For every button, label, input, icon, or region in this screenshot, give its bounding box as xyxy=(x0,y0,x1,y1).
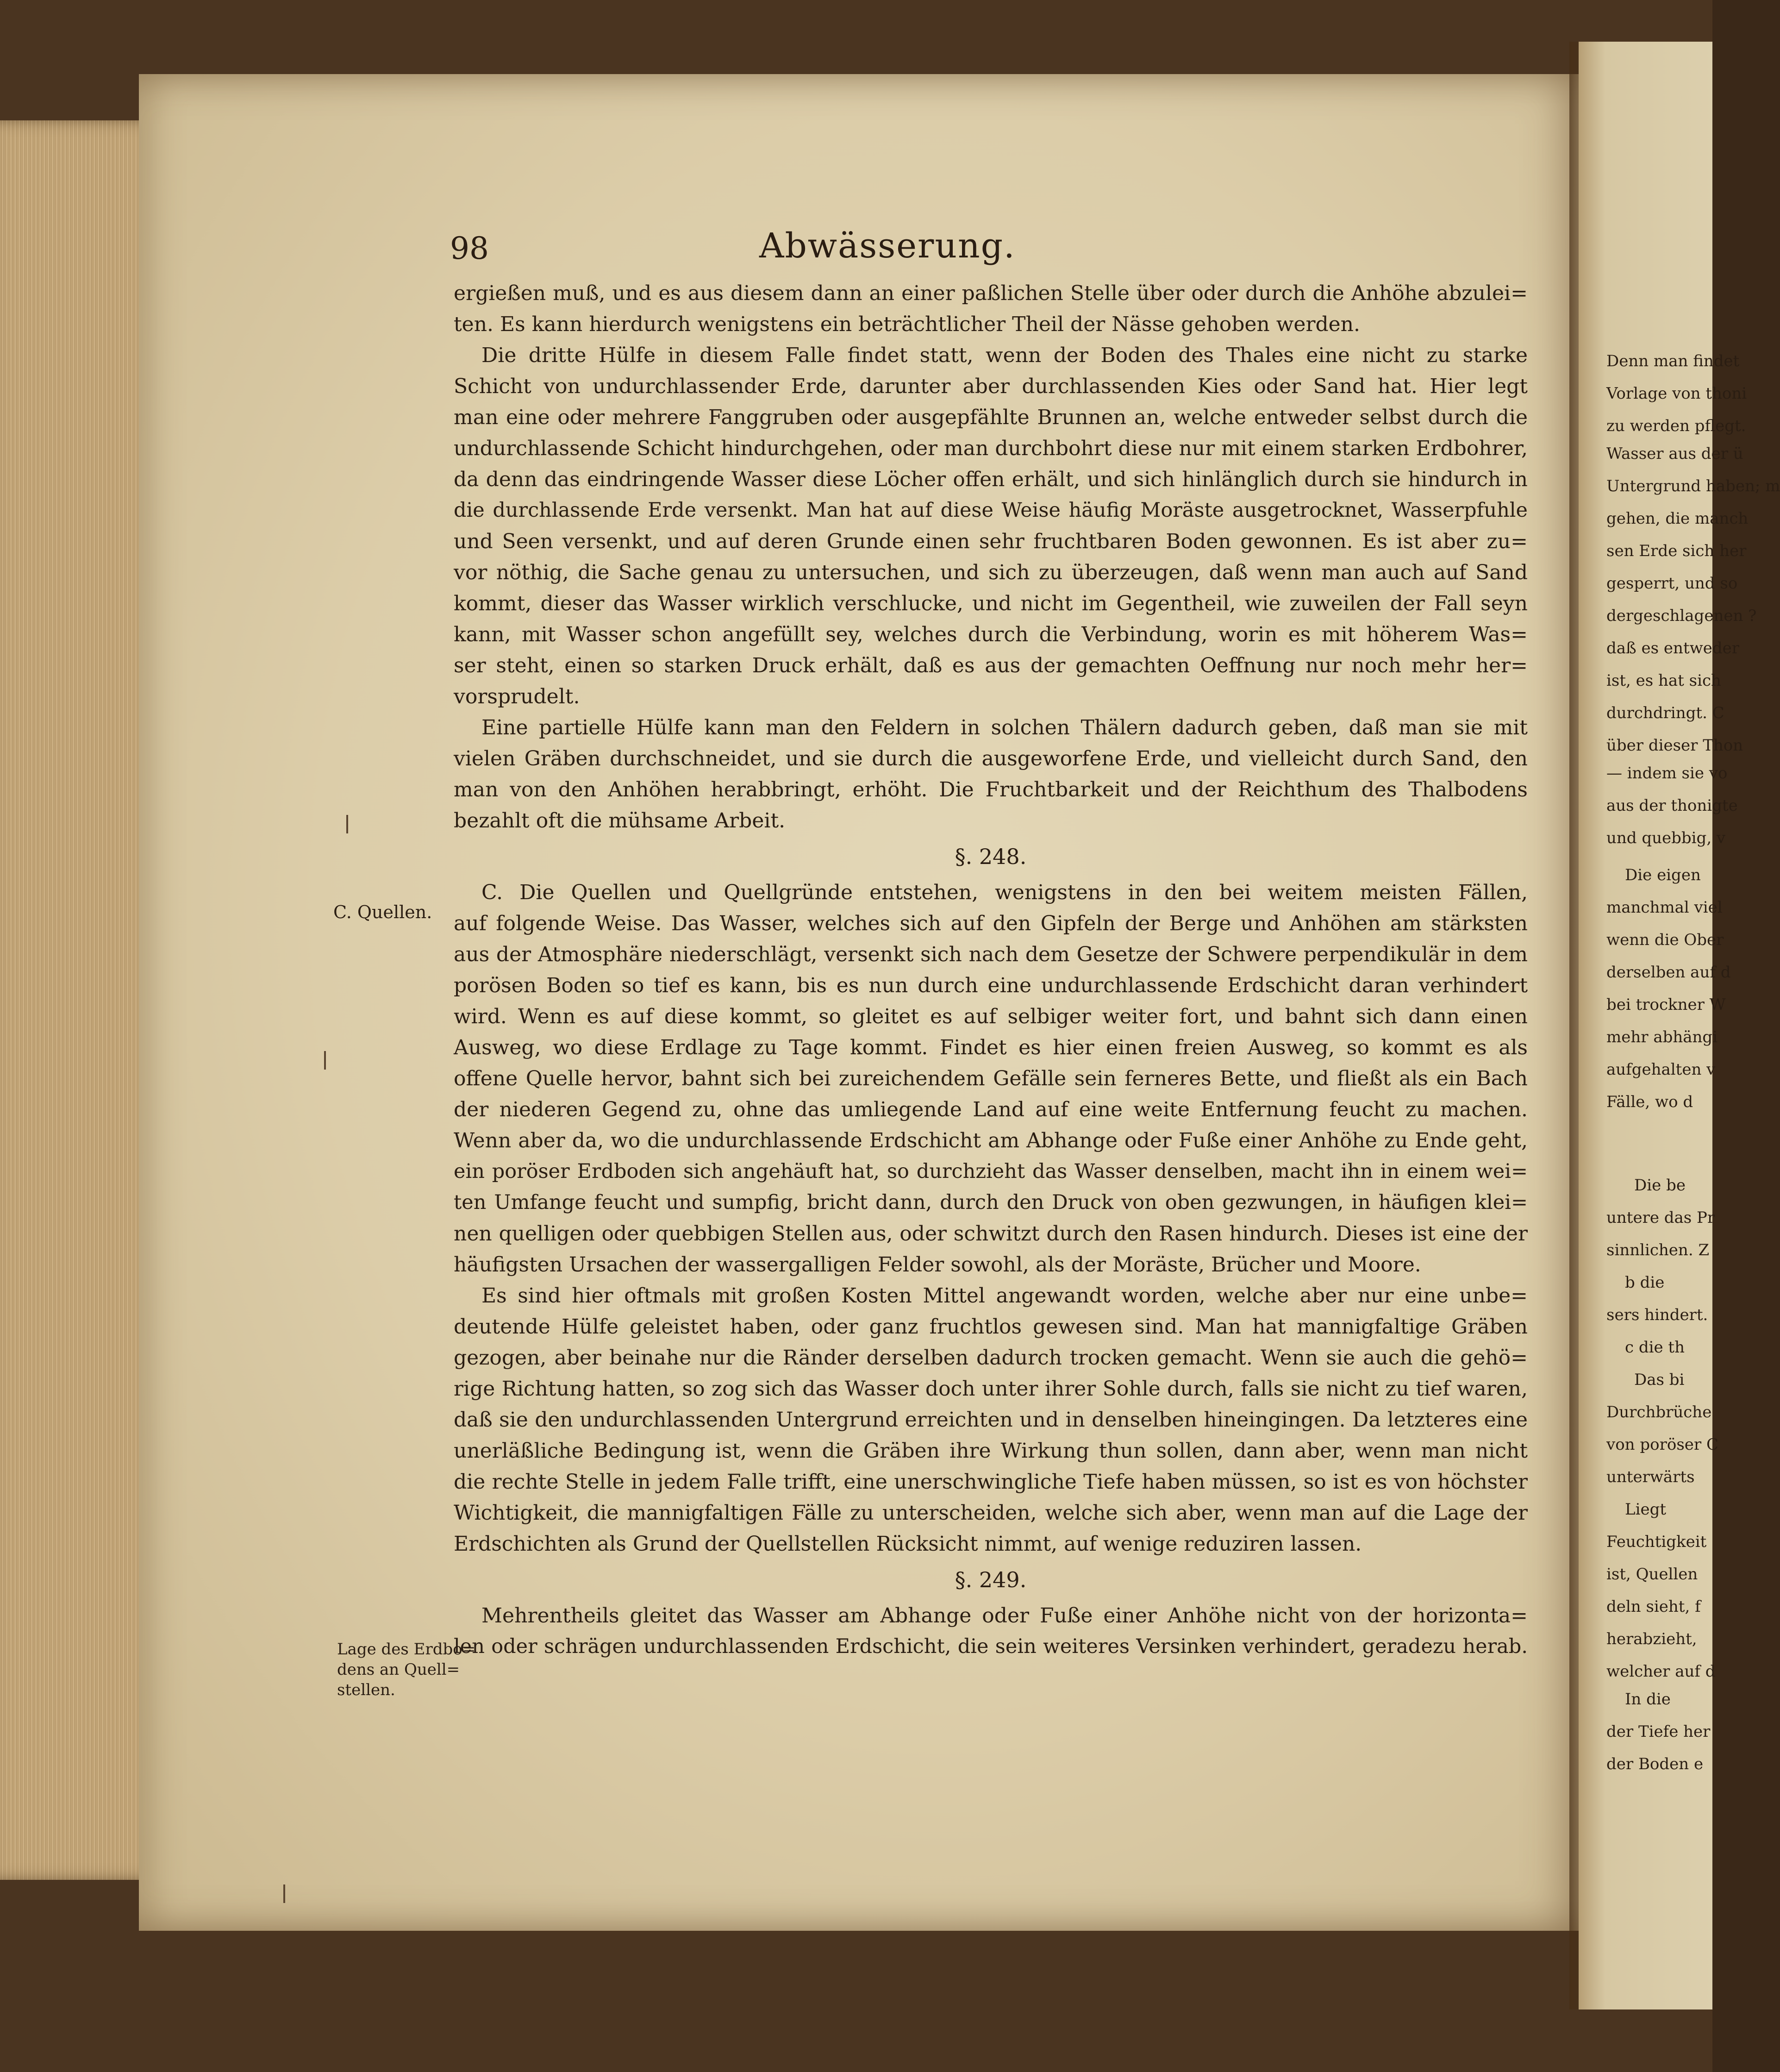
right-page-line: aus der thonigte xyxy=(1606,796,1738,815)
text-line: ser steht, einen so starken Druck erhält, daß es aus der gemachten Oeffnung nur noch mehr her= xyxy=(454,654,1528,677)
margin-note-lage-line: dens an Quell= xyxy=(337,1660,460,1679)
text-line: Erdschichten als Grund der Quellstellen Rücksicht nimmt, auf wenige reduziren lassen. xyxy=(454,1532,1362,1556)
section-heading-249: §. 249. xyxy=(955,1567,1027,1592)
right-page xyxy=(1579,42,1780,2009)
right-page-line: Vorlage von thoni xyxy=(1606,384,1747,403)
right-page-line: über dieser Thon xyxy=(1606,736,1743,755)
text-line: unerläßliche Bedingung ist, wenn die Gräben ihre Wirkung thun sollen, dann aber, wenn man nicht xyxy=(454,1439,1528,1463)
text-line: vielen Gräben durchschneidet, und sie durch die ausgeworfene Erde, und vielleicht durch Sand, den xyxy=(454,747,1528,770)
right-page-line: sers hindert. xyxy=(1606,1306,1708,1324)
right-page-line: welcher auf d xyxy=(1606,1662,1716,1681)
right-page-line: bei trockner W xyxy=(1606,995,1726,1014)
text-line: wird. Wenn es auf diese kommt, so gleitet es auf selbiger weiter fort, und bahnt sich dann einen xyxy=(454,1005,1528,1028)
right-page-line: der Boden e xyxy=(1606,1755,1704,1773)
right-page-line: deln sieht, f xyxy=(1606,1597,1701,1616)
margin-note-lage-line: stellen. xyxy=(337,1681,395,1699)
right-page-line: wenn die Ober xyxy=(1606,931,1724,949)
right-page-line: Untergrund haben; m xyxy=(1606,477,1780,495)
right-page-line: dergeschlagenen ? xyxy=(1606,607,1757,625)
text-line: Wenn aber da, wo die undurchlassende Erdschicht am Abhange oder Fuße einer Anhöhe zu Ende geht, xyxy=(454,1129,1528,1152)
right-page-line: zu werden pflegt. xyxy=(1606,417,1746,435)
text-line: bezahlt oft die mühsame Arbeit. xyxy=(454,809,786,833)
margin-mark xyxy=(324,1051,326,1070)
right-page-line: mehr abhängi xyxy=(1606,1028,1718,1046)
margin-note-lage-line: Lage des Erdbo= xyxy=(337,1640,476,1659)
text-line: kann, mit Wasser schon angefüllt sey, welches durch die Verbindung, worin es mit höherem Was= xyxy=(454,623,1528,646)
text-line: ergießen muß, und es aus diesem dann an einer paßlichen Stelle über oder durch die Anhöhe abzulei= xyxy=(454,282,1528,305)
right-page-line: In die xyxy=(1625,1690,1671,1709)
right-page-line: Denn man findet xyxy=(1606,352,1740,370)
text-line: ten Umfange feucht und sumpfig, bricht dann, durch den Druck von oben gezwungen, in häufigen klei= xyxy=(454,1191,1528,1214)
right-page-line: gehen, die manch xyxy=(1606,509,1749,528)
right-page-line: und quebbig, v xyxy=(1606,829,1726,847)
text-line: porösen Boden so tief es kann, bis es nun durch eine undurchlassende Erdschicht daran verhindert xyxy=(454,974,1528,997)
page-number: 98 xyxy=(450,231,489,266)
text-line: man von den Anhöhen herabbringt, erhöht. Die Fruchtbarkeit und der Reichthum des Thalbodens xyxy=(454,778,1528,801)
text-line: ten. Es kann hierdurch wenigstens ein beträchtlicher Theil der Nässe gehoben werden. xyxy=(454,313,1360,336)
body-text xyxy=(454,278,1528,1662)
right-page-line: aufgehalten v xyxy=(1606,1060,1716,1079)
right-page-line: untere das Pr xyxy=(1606,1208,1715,1227)
right-page-line: ist, es hat sich xyxy=(1606,671,1721,690)
text-line: gezogen, aber beinahe nur die Ränder derselben dadurch trocken gemacht. Wenn sie auch die gehö= xyxy=(454,1346,1528,1370)
right-page-line: daß es entweder xyxy=(1606,639,1739,657)
text-line: Ausweg, wo diese Erdlage zu Tage kommt. Findet es hier einen freien Ausweg, so kommt es als xyxy=(454,1036,1528,1059)
text-line: der niederen Gegend zu, ohne das umliegende Land auf eine weite Entfernung feucht zu machen. xyxy=(454,1098,1528,1121)
margin-mark xyxy=(346,815,348,833)
text-line: Wichtigkeit, die mannigfaltigen Fälle zu unterscheiden, welche sich aber, wenn man auf die Lage der xyxy=(454,1501,1528,1525)
text-line: daß sie den undurchlassenden Untergrund erreichten und in denselben hineingingen. Da letzteres eine xyxy=(454,1408,1528,1432)
text-line: vor nöthig, die Sache genau zu untersuchen, und sich zu überzeugen, daß wenn man auch auf Sand xyxy=(454,561,1528,584)
right-page-line: Das bi xyxy=(1634,1371,1685,1389)
text-line: die rechte Stelle in jedem Falle trifft, eine unerschwingliche Tiefe haben müssen, so ist es von höchster xyxy=(454,1470,1528,1494)
text-line: undurchlassende Schicht hindurchgehen, oder man durchbohrt diese nur mit einem starken Erdbohrer, xyxy=(454,437,1528,460)
text-line: vorsprudelt. xyxy=(454,685,580,708)
right-page-line: Liegt xyxy=(1625,1500,1667,1519)
right-page-line: der Tiefe her xyxy=(1606,1722,1711,1741)
text-line: len oder schrägen undurchlassenden Erdschicht, die sein weiteres Versinken verhindert, geradezu herab. xyxy=(454,1635,1528,1658)
text-line: Die dritte Hülfe in diesem Falle findet statt, wenn der Boden des Thales eine nicht zu starke xyxy=(481,344,1528,367)
right-page-line: sinnlichen. Z xyxy=(1606,1241,1710,1259)
text-line: offene Quelle hervor, bahnt sich bei zureichendem Gefälle sein ferneres Bette, und fließt als ein Bach xyxy=(454,1067,1528,1090)
right-page-line: — indem sie vo xyxy=(1606,764,1728,782)
right-page-line: durchdringt. C xyxy=(1606,704,1724,722)
text-line: aus der Atmosphäre niederschlägt, versenkt sich nach dem Gesetze der Schwere perpendikulär in dem xyxy=(454,943,1528,966)
text-line: nen quelligen oder quebbigen Stellen aus, oder schwitzt durch den Rasen hindurch. Dieses ist eine der xyxy=(454,1222,1528,1246)
right-page-line: sen Erde sich her xyxy=(1606,542,1747,560)
text-line: man eine oder mehrere Fanggruben oder ausgepfählte Brunnen an, welche entweder selbst durch die xyxy=(454,406,1528,429)
text-line: und Seen versenkt, und auf deren Grunde einen sehr fruchtbaren Boden gewonnen. Es ist aber zu= xyxy=(454,530,1528,553)
section-heading-248: §. 248. xyxy=(955,844,1027,869)
right-page-line: Die eigen xyxy=(1625,866,1701,884)
right-page-line: gesperrt, und so xyxy=(1606,574,1738,593)
margin-note-quellen: C. Quellen. xyxy=(333,902,432,922)
margin-mark xyxy=(283,1884,285,1903)
running-head: Abwässerung. xyxy=(759,226,1016,266)
text-line: Schicht von undurchlassender Erde, darunter aber durchlassenden Kies oder Sand hat. Hier legt xyxy=(454,375,1528,398)
right-page-line: manchmal viel xyxy=(1606,898,1723,917)
right-page-line: unterwärts xyxy=(1606,1468,1695,1486)
text-line: Mehrentheils gleitet das Wasser am Abhange oder Fuße einer Anhöhe nicht von der horizonta= xyxy=(481,1604,1528,1628)
text-line: kommt, dieser das Wasser wirklich verschlucke, und nicht im Gegentheil, wie zuweilen der Fall seyn xyxy=(454,592,1528,615)
right-page-line: Durchbrüche xyxy=(1606,1403,1712,1421)
text-line: da denn das eindringende Wasser diese Löcher offen erhält, und sich hinlänglich durch sie hindurch in xyxy=(454,468,1528,491)
text-line: rige Richtung hatten, so zog sich das Wasser doch unter ihrer Sohle durch, falls sie nicht zu tief waren, xyxy=(454,1377,1528,1401)
text-line: auf folgende Weise. Das Wasser, welches sich auf den Gipfeln der Berge und Anhöhen am stärksten xyxy=(454,912,1528,935)
right-page-line: b die xyxy=(1625,1273,1665,1292)
right-page-line: Die be xyxy=(1634,1176,1686,1195)
right-page-line: derselben auf d xyxy=(1606,963,1731,982)
right-page-line: Wasser aus der ü xyxy=(1606,444,1743,463)
text-line: die durchlassende Erde versenkt. Man hat auf diese Weise häufig Moräste ausgetrocknet, Wasserpfuhle xyxy=(454,499,1528,522)
text-line: C. Die Quellen und Quellgründe entstehen, wenigstens in den bei weitem meisten Fällen, xyxy=(481,881,1528,904)
right-page-line: c die th xyxy=(1625,1338,1685,1357)
text-line: häufigsten Ursachen der wassergalligen Felder sowohl, als der Moräste, Brücher und Moore. xyxy=(454,1253,1421,1277)
text-line: Eine partielle Hülfe kann man den Feldern in solchen Thälern dadurch geben, daß man sie mit xyxy=(481,716,1528,739)
right-page-line: herabzieht, xyxy=(1606,1630,1697,1648)
right-page-line: von poröser C xyxy=(1606,1435,1718,1454)
right-page-line: Fälle, wo d xyxy=(1606,1093,1693,1111)
text-line: Es sind hier oftmals mit großen Kosten Mittel angewandt worden, welche aber nur eine unbe= xyxy=(481,1284,1528,1308)
text-line: deutende Hülfe geleistet haben, oder ganz fruchtlos gewesen sind. Man hat mannigfaltige Gräben xyxy=(454,1315,1528,1339)
text-line: ein poröser Erdboden sich angehäuft hat, so durchzieht das Wasser denselben, macht ihn in einem wei= xyxy=(454,1160,1528,1183)
right-page-line: ist, Quellen xyxy=(1606,1565,1698,1584)
right-page-line: Feuchtigkeit xyxy=(1606,1533,1707,1551)
